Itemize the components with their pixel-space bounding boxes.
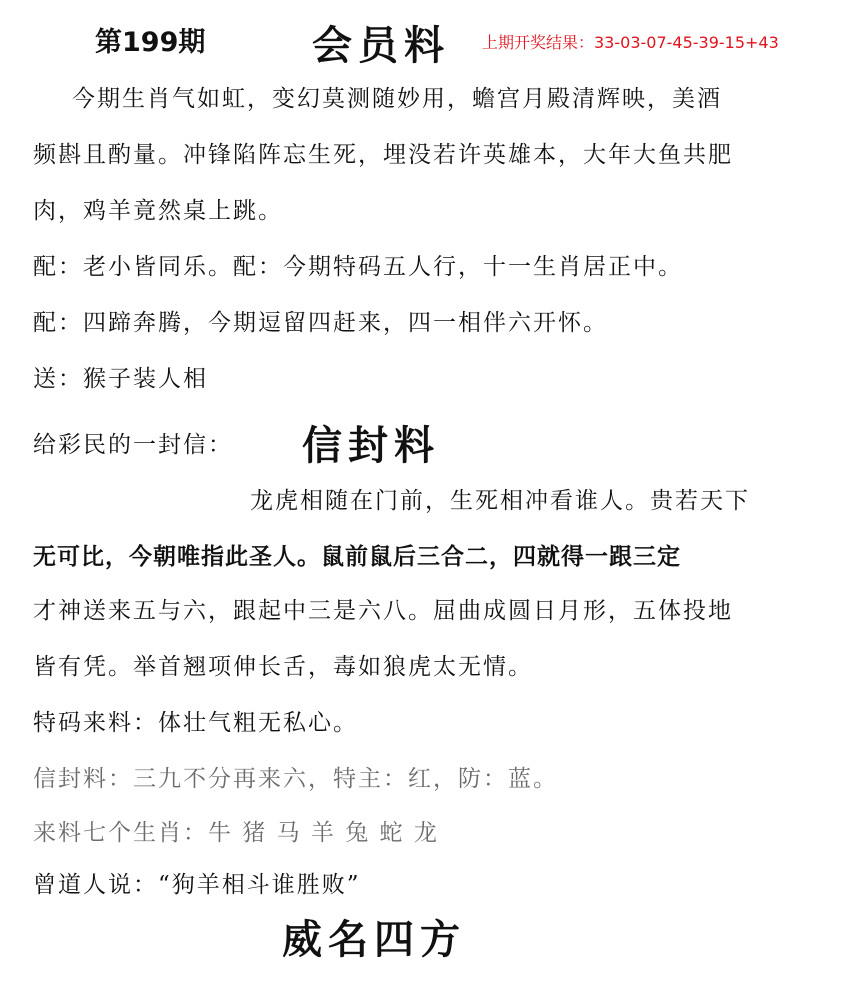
footer-line-3: 来料七个生肖：牛 猪 马 羊 兔 蛇 龙 bbox=[33, 820, 439, 846]
poem-line-2: 频斟且酌量。冲锋陷阵忘生死，埋没若许英雄本，大年大鱼共肥 bbox=[33, 142, 733, 168]
letter-label: 给彩民的一封信： bbox=[33, 432, 233, 458]
closing-title: 威名四方 bbox=[282, 916, 466, 963]
letter-line-1: 龙虎相随在门前，生死相冲看谁人。贵若天下 bbox=[250, 488, 750, 514]
note-line-2: 配：四蹄奔腾，今期逗留四赶来，四一相伴六开怀。 bbox=[33, 310, 608, 336]
letter-line-3: 才神送来五与六，跟起中三是六八。屈曲成圆日月形，五体投地 bbox=[33, 598, 733, 624]
note-line-1: 配：老小皆同乐。配：今期特码五人行，十一生肖居正中。 bbox=[33, 254, 683, 280]
letter-line-2: 无可比，今朝唯指此圣人。鼠前鼠后三合二，四就得一跟三定 bbox=[33, 543, 681, 570]
footer-line-2: 信封料：三九不分再来六，特主：红，防：蓝。 bbox=[33, 766, 558, 792]
issue-number: 第199期 bbox=[95, 27, 206, 58]
footer-line-4: 曾道人说：“狗羊相斗谁胜败” bbox=[33, 872, 361, 898]
letter-title: 信封料 bbox=[302, 422, 440, 469]
note-line-3: 送：猴子装人相 bbox=[33, 366, 208, 392]
footer-line-1: 特码来料：体壮气粗无私心。 bbox=[33, 710, 358, 736]
page-title: 会员料 bbox=[312, 22, 450, 69]
letter-line-4: 皆有凭。举首翘项伸长舌，毒如狼虎太无情。 bbox=[33, 654, 533, 680]
poem-line-1: 今期生肖气如虹，变幻莫测随妙用，蟾宫月殿清辉映，美酒 bbox=[72, 86, 722, 112]
last-draw-result: 上期开奖结果：33-03-07-45-39-15+43 bbox=[482, 33, 779, 52]
poem-line-3: 肉，鸡羊竟然桌上跳。 bbox=[33, 198, 283, 224]
